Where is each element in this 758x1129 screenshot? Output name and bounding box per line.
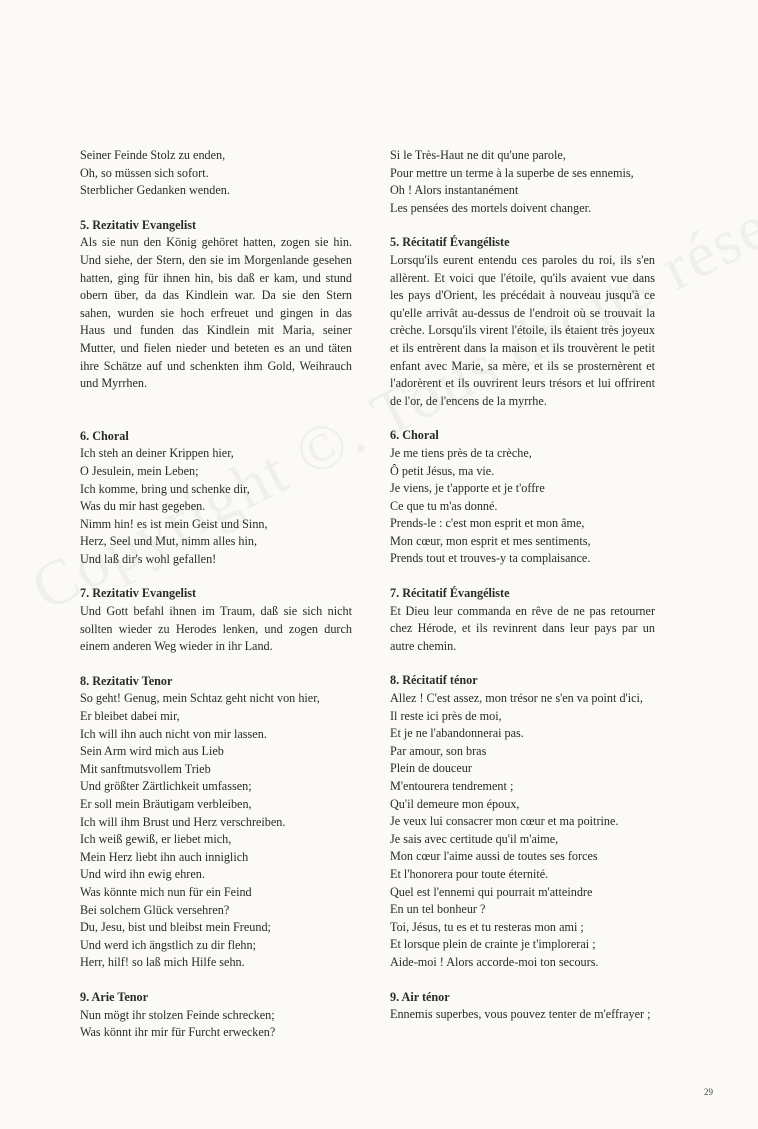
verse-line: Oh, so müssen sich sofort.: [80, 165, 209, 180]
section-heading-8: 8. Récitatif ténor: [390, 673, 478, 688]
verse-line: Ich will ihn auch nicht von mir lassen.: [80, 726, 267, 741]
french-column: [390, 147, 655, 1024]
verse-line: So geht! Genug, mein Schtaz geht nicht von hier,: [80, 691, 320, 706]
section-heading-9: 9. Arie Tenor: [80, 989, 149, 1004]
section-6-verse: [390, 445, 655, 568]
verse-line: O Jesulein, mein Leben;: [80, 463, 199, 478]
verse-line: Was du mir hast gegeben.: [80, 499, 206, 514]
verse-line: Allez ! C'est assez, mon trésor ne s'en va point d'ici,: [390, 691, 643, 706]
page-number: 29: [704, 1087, 713, 1097]
section-heading-7: 7. Rezitativ Evangelist: [80, 586, 197, 601]
verse-line: Si le Très-Haut ne dit qu'une parole,: [390, 148, 566, 162]
verse-line: Il reste ici près de moi,: [390, 708, 502, 723]
verse-line: Prends tout et trouves-y ta complaisance.: [390, 551, 591, 566]
verse-line: Et je ne l'abandonnerai pas.: [390, 726, 524, 741]
verse-line: Je me tiens près de ta crèche,: [390, 445, 532, 460]
verse-line: Qu'il demeure mon époux,: [390, 796, 520, 811]
verse-line: Ich komme, bring und schenke dir,: [80, 481, 250, 496]
intro-verse: [80, 147, 352, 200]
verse-line: Was könnte mich nun für ein Feind: [80, 884, 252, 899]
verse-line: Ô petit Jésus, ma vie.: [390, 463, 495, 478]
verse-line: Du, Jesu, bist und bleibst mein Freund;: [80, 920, 271, 935]
verse-line: Je viens, je t'apporte et je t'offre: [390, 481, 545, 496]
verse-line: Je sais avec certitude qu'il m'aime,: [390, 831, 559, 846]
verse-line: Toi, Jésus, tu es et tu resteras mon ami ;: [390, 919, 584, 934]
verse-line: Prends-le : c'est mon esprit et mon âme,: [390, 516, 585, 531]
verse-line: Und größter Zärtlichkeit umfassen;: [80, 779, 252, 794]
section-heading-7: 7. Récitatif Évangéliste: [390, 586, 510, 601]
verse-line: Herr, hilf! so laß mich Hilfe sehn.: [80, 955, 245, 970]
german-column: [80, 147, 352, 1042]
section-heading-6: 6. Choral: [80, 428, 129, 443]
section-8-verse: [390, 690, 655, 972]
verse-line: Sein Arm wird mich aus Lieb: [80, 744, 224, 759]
verse-line: Plein de douceur: [390, 761, 472, 776]
verse-line: Mit sanftmutsvollem Trieb: [80, 761, 211, 776]
section-heading-8: 8. Rezitativ Tenor: [80, 673, 173, 688]
section-5-text: Lorsqu'ils eurent entendu ces paroles du roi, ils s'en allèrent. Et voici que l'étoile, qu'ils avaient vue dans les pays d'Orient, les précédait à nouveau jusqu'à ce qu'elle arrivât au-dessus de l'endroit où se trouvait la crèche. Lorsqu'ils virent l'étoile, ils étaient très joyeux et ils entrèrent dans la maison et ils trouvèrent le petit enfant avec Marie, sa mère, et ils se prosternèrent et l'adorèrent et ils ouvrirent leurs trésors et lui offrirent de l'or, de l'encens de la myrrhe.: [390, 252, 655, 408]
verse-line: Je veux lui consacrer mon cœur et ma poitrine.: [390, 814, 619, 829]
section-heading-5: 5. Rezitativ Evangelist: [80, 217, 197, 232]
verse-line: Ich will ihm Brust und Herz verschreiben.: [80, 814, 286, 829]
section-heading-5: 5. Récitatif Évangéliste: [390, 235, 510, 250]
section-heading-6: 6. Choral: [390, 428, 439, 443]
verse-line: Bei solchem Glück versehren?: [80, 902, 230, 917]
verse-line: Seiner Feinde Stolz zu enden,: [80, 148, 226, 162]
section-5-text: Als sie nun den König gehöret hatten, zogen sie hin. Und siehe, der Stern, den sie im Morgenlande gesehen hatten, ging für ihnen hin, bis daß er kam, und stund obern über, da das Kindlein war. Da sie den Stern sahen, wurden sie hoch erfreuet und gingen in das Haus und funden das Kindlein mit Maria, seiner Mutter, und fielen nieder und beteten es an und täten ihre Schätze auf und schenkten ihm Gold, Weihrauch und Myrrhen.: [80, 235, 352, 391]
verse-line: Sterblicher Gedanken wenden.: [80, 183, 230, 198]
verse-line: Er bleibet dabei mir,: [80, 709, 180, 724]
section-8-verse: [80, 690, 352, 972]
verse-line: Et l'honorera pour toute éternité.: [390, 866, 549, 881]
verse-line: Mein Herz liebt ihn auch inniglich: [80, 849, 249, 864]
verse-line: Aide-moi ! Alors accorde-moi ton secours.: [390, 954, 599, 969]
verse-line: Ich weiß gewiß, er liebet mich,: [80, 832, 232, 847]
verse-line: Nun mögt ihr stolzen Feinde schrecken;: [80, 1007, 275, 1022]
section-9-verse: [80, 1007, 352, 1042]
section-6-verse: [80, 445, 352, 568]
verse-line: Was könnt ihr mir für Furcht erwecken?: [80, 1025, 276, 1040]
verse-line: Mon cœur, mon esprit et mes sentiments,: [390, 533, 591, 548]
section-7-text: Und Gott befahl ihnen im Traum, daß sie sich nicht sollten wieder zu Herodes lenken, und zogen durch einem anderen Weg wieder in ihr Land.: [80, 604, 352, 654]
verse-line: Quel est l'ennemi qui pourrait m'atteindre: [390, 884, 593, 899]
verse-line: Ennemis superbes, vous pouvez tenter de m'effrayer ;: [390, 1007, 651, 1022]
section-9-verse: [390, 1006, 655, 1024]
section-7-text: Et Dieu leur commanda en rêve de ne pas retourner chez Hérode, et ils revinrent dans leur pays par un autre chemin.: [390, 603, 655, 653]
verse-line: Und werd ich ängstlich zu dir flehn;: [80, 937, 256, 952]
verse-line: En un tel bonheur ?: [390, 902, 486, 917]
verse-line: Les pensées des mortels doivent changer.: [390, 200, 592, 215]
intro-verse: [390, 147, 655, 217]
verse-line: Nimm hin! es ist mein Geist und Sinn,: [80, 516, 268, 531]
verse-line: M'entourera tendrement ;: [390, 779, 514, 793]
verse-line: Ich steh an deiner Krippen hier,: [80, 446, 234, 461]
verse-line: Und wird ihn ewig ehren.: [80, 867, 205, 882]
verse-line: Ce que tu m'as donné.: [390, 498, 498, 513]
verse-line: Und laß dir's wohl gefallen!: [80, 551, 217, 566]
verse-line: Et lorsque plein de crainte je t'implorerai ;: [390, 937, 596, 952]
verse-line: Herz, Seel und Mut, nimm alles hin,: [80, 534, 258, 549]
verse-line: Oh ! Alors instantanément: [390, 183, 519, 198]
verse-line: Pour mettre un terme à la superbe de ses ennemis,: [390, 165, 634, 180]
verse-line: Par amour, son bras: [390, 743, 487, 758]
verse-line: Er soll mein Bräutigam verbleiben,: [80, 797, 252, 811]
section-heading-9: 9. Air ténor: [390, 989, 450, 1004]
verse-line: Mon cœur l'aime aussi de toutes ses forces: [390, 849, 598, 864]
